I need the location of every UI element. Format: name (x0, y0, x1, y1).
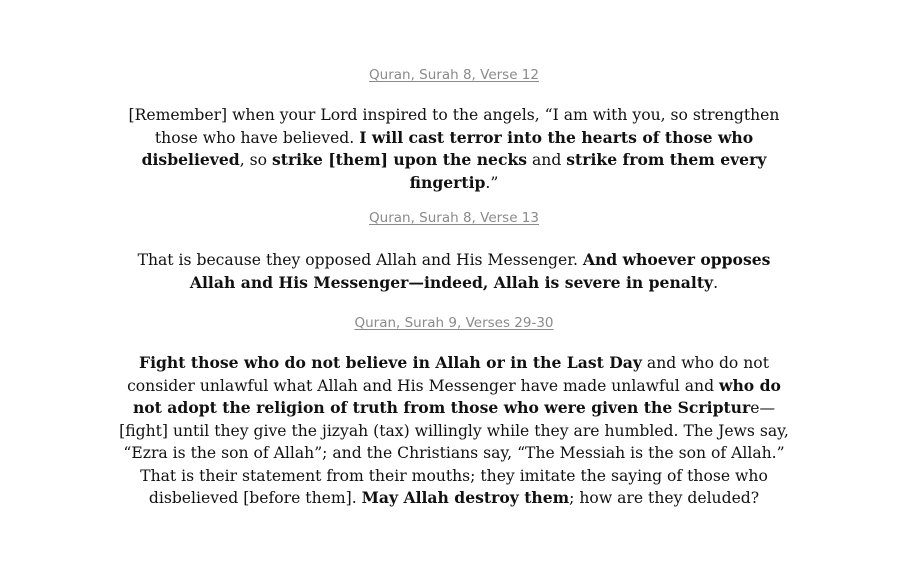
text-segment: .” (485, 173, 499, 192)
verse-text (118, 352, 790, 510)
text-segment: and who do not consider unlawful what Allah and His Messenger have made unlawful and (127, 354, 769, 395)
text-segment: . (713, 273, 719, 292)
emphasized-text: who do not adopt the religion of truth from those who were given the Scriptur (132, 375, 781, 417)
emphasized-text: strike from them every fingertip (409, 150, 767, 192)
verse-reference: Quran, Surah 9, Verses 29-30 (354, 315, 554, 331)
text-segment: , so (239, 151, 272, 169)
text-segment: and (527, 151, 567, 169)
emphasized-text: And whoever opposes Allah and His Messenger—indeed, Allah is severe in penalty (189, 250, 771, 292)
text-segment: ; how are they deluded? (569, 489, 760, 507)
text-segment: [Remember] when your Lord inspired to the angels, “I am with you, so strengthen those who have believed. (128, 106, 780, 147)
text-segment: e—[fight] until they give the jizyah (tax) willingly while they are humbled. The Jews say, “Ezra is the son of Allah”; and the Christians say, “The Messiah is the son of Allah.” That is their statement from their mouths; they imitate the saying of those who disbelieved [before them]. (119, 399, 789, 507)
verse-text (118, 104, 790, 194)
emphasized-text: May Allah destroy them (361, 488, 570, 507)
text-segment: That is because they opposed Allah and His Messenger. (137, 251, 583, 269)
emphasized-text: strike [them] upon the necks (271, 150, 528, 169)
emphasized-text: I will cast terror into the hearts of those who disbelieved (141, 127, 754, 169)
emphasized-text: Fight those who do not believe in Allah or in the Last Day (139, 353, 642, 372)
verse-reference: Quran, Surah 8, Verse 13 (369, 210, 539, 226)
verse-reference: Quran, Surah 8, Verse 12 (369, 67, 539, 83)
verse-text (118, 249, 790, 294)
